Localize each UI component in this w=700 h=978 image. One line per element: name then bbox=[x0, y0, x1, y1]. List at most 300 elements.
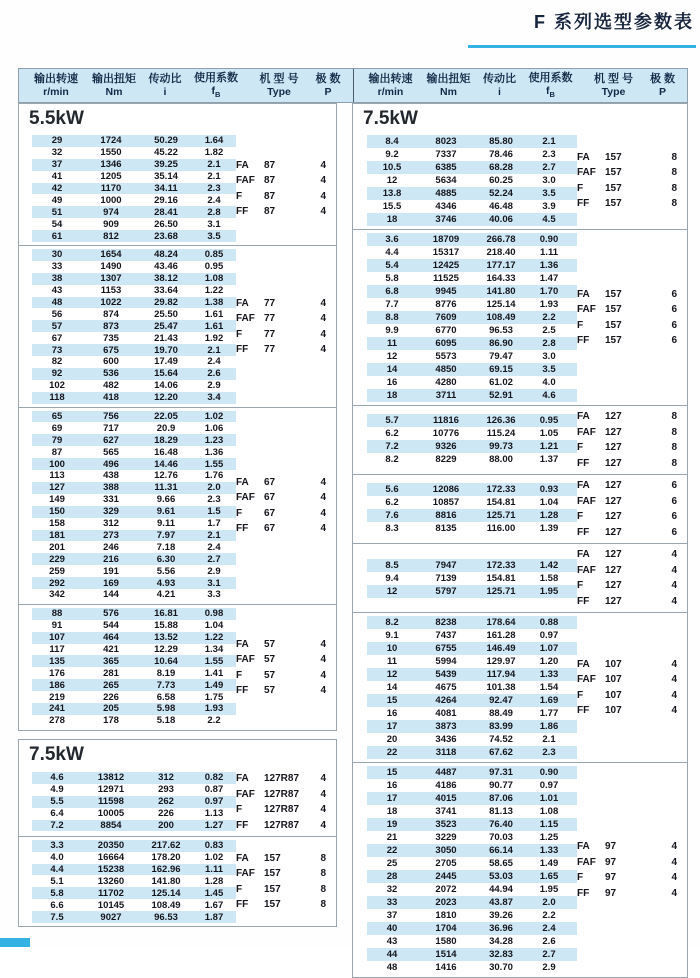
speed-cell: 7.6 bbox=[385, 510, 399, 521]
service-factor-cell: 1.33 bbox=[539, 845, 559, 856]
model-poles: 4 bbox=[320, 206, 326, 218]
model-poles: 4 bbox=[320, 159, 326, 171]
speed-cell: 15.5 bbox=[382, 201, 402, 212]
table-row bbox=[32, 392, 236, 404]
table-row bbox=[32, 332, 236, 344]
speed-cell: 6.2 bbox=[385, 497, 399, 508]
model-row bbox=[236, 189, 326, 205]
table-row bbox=[367, 733, 577, 746]
speed-cell: 7.2 bbox=[50, 820, 64, 832]
table-row bbox=[367, 363, 577, 376]
torque-cell: 15238 bbox=[97, 863, 125, 875]
speed-cell: 102 bbox=[49, 380, 65, 392]
speed-cell: 9.4 bbox=[385, 572, 399, 584]
model-size: 157 bbox=[605, 182, 622, 194]
model-prefix: FAF bbox=[577, 495, 596, 507]
header-label-cn: 极 数 bbox=[315, 72, 341, 85]
speed-cell: 37 bbox=[386, 910, 398, 921]
speed-cell: 5.1 bbox=[50, 875, 64, 887]
speed-cell: 181 bbox=[49, 529, 65, 541]
model-row bbox=[577, 333, 677, 349]
service-factor-cell: 1.07 bbox=[539, 643, 559, 654]
service-factor-cell: 2.6 bbox=[207, 368, 221, 380]
header-label-cn: 输出转速 bbox=[34, 72, 78, 85]
torque-cell: 438 bbox=[103, 470, 119, 482]
service-factor-cell: 1.05 bbox=[539, 428, 559, 439]
table-row bbox=[367, 746, 577, 759]
service-factor-cell: 1.33 bbox=[539, 669, 559, 680]
speed-cell: 100 bbox=[49, 458, 65, 470]
model-size: 97 bbox=[605, 887, 617, 899]
service-factor-cell: 2.1 bbox=[207, 344, 221, 356]
speed-cell: 12 bbox=[386, 669, 398, 680]
service-factor-cell: 1.95 bbox=[539, 884, 559, 895]
ratio-cell: 146.49 bbox=[486, 643, 516, 654]
service-factor-cell: 2.0 bbox=[207, 482, 221, 494]
model-size: 157 bbox=[264, 868, 281, 880]
ratio-cell: 164.33 bbox=[486, 273, 516, 284]
speed-cell: 88 bbox=[51, 608, 63, 620]
torque-cell: 627 bbox=[103, 434, 119, 446]
model-size: 77 bbox=[264, 328, 276, 340]
model-size: 127 bbox=[605, 480, 622, 492]
header-col-ratio bbox=[478, 73, 522, 99]
model-size: 87 bbox=[264, 159, 276, 171]
ratio-cell: 154.81 bbox=[486, 497, 516, 508]
ratio-cell: 125.71 bbox=[486, 585, 516, 597]
model-poles: 6 bbox=[671, 319, 677, 331]
model-poles: 8 bbox=[671, 151, 677, 163]
model-row bbox=[236, 173, 326, 189]
ratio-cell: 5.18 bbox=[156, 715, 176, 727]
table-row bbox=[367, 779, 577, 792]
ratio-cell: 117.94 bbox=[486, 669, 516, 680]
service-factor-cell: 2.1 bbox=[542, 136, 556, 147]
speed-cell: 11 bbox=[386, 338, 398, 349]
model-poles: 6 bbox=[671, 288, 677, 300]
ratio-cell: 16.81 bbox=[154, 608, 178, 620]
torque-cell: 7337 bbox=[435, 149, 457, 160]
ratio-cell: 22.05 bbox=[154, 411, 178, 423]
model-prefix: FA bbox=[236, 852, 249, 864]
model-poles: 4 bbox=[320, 788, 326, 800]
speed-cell: 201 bbox=[49, 541, 65, 553]
ratio-cell: 69.15 bbox=[489, 364, 513, 375]
speed-cell: 48 bbox=[386, 962, 398, 973]
speed-cell: 13.8 bbox=[382, 188, 402, 199]
left-column bbox=[18, 103, 337, 927]
speed-cell: 9.9 bbox=[385, 325, 399, 336]
model-row bbox=[577, 318, 677, 334]
service-factor-cell: 1.08 bbox=[539, 806, 559, 817]
model-size: 127 bbox=[605, 564, 622, 576]
service-factor-cell: 4.6 bbox=[542, 390, 556, 401]
model-row bbox=[236, 771, 326, 787]
speed-cell: 14 bbox=[386, 364, 398, 375]
torque-cell: 1153 bbox=[100, 285, 122, 297]
service-factor-cell: 1.28 bbox=[204, 875, 224, 887]
service-factor-cell: 1.67 bbox=[204, 899, 224, 911]
table-row bbox=[367, 616, 577, 629]
ratio-cell: 108.49 bbox=[151, 899, 181, 911]
speed-cell: 4.0 bbox=[50, 852, 64, 864]
model-prefix: FAF bbox=[577, 674, 596, 686]
model-size: 97 bbox=[605, 841, 617, 853]
service-factor-cell: 0.97 bbox=[204, 796, 224, 808]
torque-cell: 6095 bbox=[435, 338, 457, 349]
header-col-torque bbox=[85, 73, 143, 99]
model-size: 67 bbox=[264, 523, 276, 535]
header-col-service-factor bbox=[187, 72, 245, 99]
torque-cell: 3746 bbox=[435, 214, 457, 225]
torque-cell: 16664 bbox=[97, 852, 125, 864]
torque-cell: 1346 bbox=[100, 159, 122, 171]
service-factor-cell: 1.11 bbox=[205, 863, 223, 875]
torque-cell: 8776 bbox=[435, 299, 457, 310]
model-size: 87 bbox=[264, 190, 276, 202]
model-row bbox=[577, 302, 677, 318]
service-factor-cell: 0.97 bbox=[539, 780, 559, 791]
model-prefix: FA bbox=[577, 288, 590, 300]
torque-cell: 8816 bbox=[435, 510, 457, 521]
torque-cell: 1704 bbox=[435, 923, 457, 934]
table-row bbox=[32, 171, 236, 183]
model-row bbox=[577, 494, 677, 510]
torque-cell: 1514 bbox=[435, 949, 457, 960]
speed-cell: 8.4 bbox=[385, 136, 399, 147]
torque-cell: 974 bbox=[103, 206, 119, 218]
ratio-cell: 125.14 bbox=[486, 299, 516, 310]
service-factor-cell: 1.93 bbox=[204, 703, 224, 715]
ratio-cell: 29.16 bbox=[154, 194, 178, 206]
ratio-cell: 11.31 bbox=[154, 482, 178, 494]
service-factor-cell: 0.83 bbox=[204, 840, 224, 852]
model-poles: 4 bbox=[320, 476, 326, 488]
model-prefix: FAF bbox=[236, 175, 255, 187]
model-row bbox=[577, 150, 677, 166]
speed-cell: 4.4 bbox=[50, 863, 64, 875]
model-size: 127R87 bbox=[264, 819, 300, 831]
table-row bbox=[32, 852, 236, 864]
model-row bbox=[577, 440, 677, 456]
header-label-unit: Nm bbox=[105, 85, 123, 98]
service-factor-cell: 2.2 bbox=[542, 312, 556, 323]
service-factor-cell: 1.49 bbox=[539, 858, 559, 869]
model-size: 107 bbox=[605, 674, 622, 686]
table-row bbox=[367, 668, 577, 681]
header-label-cn: 极 数 bbox=[649, 72, 676, 85]
service-factor-cell: 1.01 bbox=[539, 793, 559, 804]
model-prefix: FAF bbox=[577, 167, 596, 179]
speed-cell: 8.2 bbox=[385, 617, 399, 628]
model-poles: 4 bbox=[320, 669, 326, 681]
model-row bbox=[577, 409, 677, 425]
model-prefix: FAF bbox=[236, 492, 255, 504]
torque-cell: 4280 bbox=[435, 377, 457, 388]
service-factor-cell: 1.02 bbox=[204, 411, 224, 423]
data-block bbox=[19, 768, 336, 836]
model-prefix: FF bbox=[236, 685, 249, 697]
table-row bbox=[367, 792, 577, 805]
service-factor-cell: 2.9 bbox=[207, 380, 221, 392]
service-factor-cell: 1.15 bbox=[539, 819, 559, 830]
speed-cell: 51 bbox=[51, 206, 63, 218]
torque-cell: 496 bbox=[103, 458, 119, 470]
speed-cell: 44 bbox=[386, 949, 398, 960]
ratio-cell: 5.56 bbox=[156, 565, 176, 577]
speed-cell: 10 bbox=[386, 643, 398, 654]
table-row bbox=[367, 857, 577, 870]
ratio-cell: 218.40 bbox=[486, 247, 516, 258]
torque-cell: 273 bbox=[103, 529, 119, 541]
service-factor-cell: 1.55 bbox=[204, 458, 224, 470]
model-prefix: FAF bbox=[577, 426, 596, 438]
table-row bbox=[367, 509, 577, 522]
table-row bbox=[32, 261, 236, 273]
model-prefix: FA bbox=[577, 549, 590, 561]
service-factor-cell: 1.61 bbox=[204, 320, 224, 332]
service-factor-cell: 1.25 bbox=[539, 832, 559, 843]
ratio-cell: 312 bbox=[158, 772, 174, 784]
data-block bbox=[19, 836, 336, 926]
torque-cell: 812 bbox=[103, 230, 119, 242]
speed-cell: 7.2 bbox=[385, 441, 399, 452]
service-factor-cell: 2.3 bbox=[542, 149, 556, 160]
service-factor-cell: 2.4 bbox=[542, 923, 556, 934]
table-row bbox=[367, 272, 577, 285]
header-label-cn: 机 型 号 bbox=[259, 72, 299, 85]
speed-cell: 16 bbox=[386, 708, 398, 719]
table-row bbox=[367, 135, 577, 148]
model-size: 157 bbox=[605, 319, 622, 331]
ratio-cell: 52.24 bbox=[489, 188, 513, 199]
model-row bbox=[236, 850, 326, 866]
service-factor-cell: 0.95 bbox=[204, 261, 224, 273]
ratio-cell: 101.38 bbox=[486, 682, 516, 693]
ratio-cell: 108.49 bbox=[486, 312, 516, 323]
model-prefix: FF bbox=[577, 887, 590, 899]
model-prefix: FF bbox=[577, 705, 590, 717]
speed-cell: 12 bbox=[386, 351, 398, 362]
ratio-cell: 40.06 bbox=[489, 214, 513, 225]
model-size: 67 bbox=[264, 476, 276, 488]
model-size: 157 bbox=[605, 335, 622, 347]
header-label-unit: Type bbox=[267, 85, 291, 98]
ratio-cell: 60.25 bbox=[489, 175, 513, 186]
model-size: 127 bbox=[605, 426, 622, 438]
model-size: 157 bbox=[605, 198, 622, 210]
ratio-cell: 88.49 bbox=[489, 708, 513, 719]
model-list bbox=[236, 850, 326, 912]
model-prefix: FF bbox=[577, 595, 590, 607]
table-row bbox=[32, 620, 236, 632]
torque-cell: 8135 bbox=[435, 523, 457, 534]
table-row bbox=[367, 453, 577, 466]
table-row bbox=[367, 440, 577, 453]
page-title: F 系列选型参数表 bbox=[534, 12, 694, 32]
service-factor-cell: 1.36 bbox=[204, 446, 224, 458]
model-prefix: FA bbox=[577, 411, 590, 423]
torque-cell: 3229 bbox=[435, 832, 457, 843]
speed-cell: 127 bbox=[49, 482, 65, 494]
torque-cell: 5797 bbox=[435, 585, 457, 597]
speed-cell: 73 bbox=[51, 344, 63, 356]
service-factor-cell: 1.95 bbox=[539, 585, 559, 597]
table-row bbox=[367, 844, 577, 857]
table-row bbox=[32, 482, 236, 494]
header-col-ratio bbox=[143, 73, 187, 99]
model-prefix: F bbox=[577, 872, 584, 884]
ratio-cell: 53.03 bbox=[489, 871, 513, 882]
table-row bbox=[367, 246, 577, 259]
ratio-cell: 9.11 bbox=[157, 518, 175, 530]
model-poles: 6 bbox=[671, 304, 677, 316]
speed-cell: 229 bbox=[49, 553, 65, 565]
header-half-left bbox=[19, 69, 353, 102]
table-row bbox=[32, 644, 236, 656]
table-row bbox=[32, 820, 236, 832]
ratio-cell: 43.87 bbox=[489, 897, 513, 908]
model-list bbox=[577, 839, 677, 901]
torque-cell: 11598 bbox=[98, 796, 124, 808]
ratio-cell: 23.68 bbox=[154, 230, 178, 242]
speed-cell: 14 bbox=[386, 682, 398, 693]
model-prefix: F bbox=[236, 804, 243, 815]
service-factor-cell: 0.97 bbox=[539, 630, 559, 641]
ratio-cell: 178.64 bbox=[486, 617, 516, 628]
table-row bbox=[32, 230, 236, 242]
ratio-cell: 125.71 bbox=[486, 510, 516, 521]
header-label-unit: r/min bbox=[377, 85, 404, 98]
speed-cell: 278 bbox=[49, 715, 65, 727]
service-factor-cell: 2.5 bbox=[542, 325, 556, 336]
service-factor-cell: 1.04 bbox=[539, 497, 559, 508]
torque-cell: 565 bbox=[103, 446, 119, 458]
model-size: 77 bbox=[264, 297, 276, 309]
header-label-cn: 传动比 bbox=[483, 72, 516, 85]
model-list bbox=[236, 475, 326, 537]
torque-cell: 421 bbox=[103, 643, 119, 655]
ratio-cell: 96.53 bbox=[154, 911, 178, 923]
model-row bbox=[236, 802, 326, 818]
data-block bbox=[19, 407, 336, 604]
table-row bbox=[32, 864, 236, 876]
table-row bbox=[367, 870, 577, 883]
table-row bbox=[32, 218, 236, 230]
model-size: 157 bbox=[605, 167, 622, 179]
model-prefix: FAF bbox=[236, 868, 255, 880]
service-factor-cell: 1.76 bbox=[204, 470, 224, 482]
table-row bbox=[367, 376, 577, 389]
service-factor-cell: 4.5 bbox=[542, 214, 556, 225]
service-factor-cell: 1.38 bbox=[204, 297, 224, 309]
ratio-cell: 141.80 bbox=[151, 875, 181, 887]
data-rows bbox=[32, 135, 236, 242]
table-row bbox=[367, 629, 577, 642]
speed-cell: 6.4 bbox=[50, 808, 64, 820]
service-factor-cell: 3.0 bbox=[542, 351, 556, 362]
table-row bbox=[367, 922, 577, 935]
model-size: 127R87 bbox=[264, 804, 300, 815]
service-factor-cell: 2.2 bbox=[207, 715, 221, 727]
ratio-cell: 25.47 bbox=[154, 320, 178, 332]
torque-cell: 3118 bbox=[435, 747, 457, 758]
service-factor-cell: 3.1 bbox=[207, 577, 221, 589]
torque-cell: 5634 bbox=[435, 175, 457, 186]
service-factor-cell: 1.86 bbox=[539, 721, 559, 732]
model-poles: 4 bbox=[671, 549, 677, 561]
table-row bbox=[32, 194, 236, 206]
torque-cell: 3741 bbox=[435, 806, 457, 817]
table-row bbox=[367, 681, 577, 694]
service-factor-cell: 2.2 bbox=[542, 910, 556, 921]
speed-cell: 16 bbox=[386, 780, 398, 791]
torque-cell: 12086 bbox=[432, 484, 460, 495]
model-size: 67 bbox=[264, 507, 276, 519]
speed-cell: 38 bbox=[51, 273, 63, 285]
table-row bbox=[367, 831, 577, 844]
model-prefix: FF bbox=[236, 899, 249, 911]
ratio-cell: 12.76 bbox=[154, 470, 178, 482]
model-row bbox=[577, 165, 677, 181]
model-poles: 8 bbox=[320, 868, 326, 880]
ratio-cell: 87.06 bbox=[489, 793, 513, 804]
service-factor-cell: 0.88 bbox=[539, 617, 559, 628]
speed-cell: 42 bbox=[51, 183, 63, 194]
torque-cell: 10145 bbox=[97, 899, 125, 911]
service-factor-cell: 2.3 bbox=[207, 494, 221, 506]
service-factor-cell: 1.92 bbox=[204, 332, 224, 344]
ratio-cell: 86.90 bbox=[489, 338, 513, 349]
model-size: 127 bbox=[605, 457, 622, 469]
table-row bbox=[32, 434, 236, 446]
header-label-unit: i bbox=[163, 85, 167, 98]
torque-cell: 12971 bbox=[97, 784, 125, 796]
torque-cell: 7139 bbox=[435, 572, 457, 584]
speed-cell: 259 bbox=[49, 565, 65, 577]
model-poles: 6 bbox=[671, 526, 677, 538]
speed-cell: 176 bbox=[49, 667, 65, 679]
model-size: 87 bbox=[264, 175, 276, 187]
torque-cell: 1416 bbox=[435, 962, 457, 973]
service-factor-cell: 1.58 bbox=[539, 572, 559, 584]
model-prefix: F bbox=[577, 580, 584, 592]
speed-cell: 18 bbox=[386, 390, 398, 401]
ratio-cell: 70.03 bbox=[489, 832, 513, 843]
table-row bbox=[32, 553, 236, 565]
ratio-cell: 34.28 bbox=[489, 936, 513, 947]
speed-cell: 4.4 bbox=[385, 247, 399, 258]
table-row bbox=[367, 642, 577, 655]
model-poles: 4 bbox=[671, 595, 677, 607]
service-factor-cell: 1.75 bbox=[204, 691, 224, 703]
torque-cell: 5439 bbox=[435, 669, 457, 680]
table-row bbox=[32, 470, 236, 482]
speed-cell: 12 bbox=[386, 175, 398, 186]
header-label-unit: P bbox=[658, 85, 666, 98]
torque-cell: 873 bbox=[103, 320, 119, 332]
speed-cell: 57 bbox=[51, 320, 63, 332]
header-label-cn: 使用系数 bbox=[194, 71, 238, 84]
table-row bbox=[32, 667, 236, 679]
header-col-service-factor bbox=[522, 72, 580, 99]
ratio-cell: 35.14 bbox=[154, 171, 178, 183]
torque-cell: 909 bbox=[103, 218, 119, 230]
table-row bbox=[32, 608, 236, 620]
ratio-cell: 67.62 bbox=[489, 747, 513, 758]
header-col-type bbox=[580, 73, 648, 99]
data-block bbox=[353, 543, 687, 612]
